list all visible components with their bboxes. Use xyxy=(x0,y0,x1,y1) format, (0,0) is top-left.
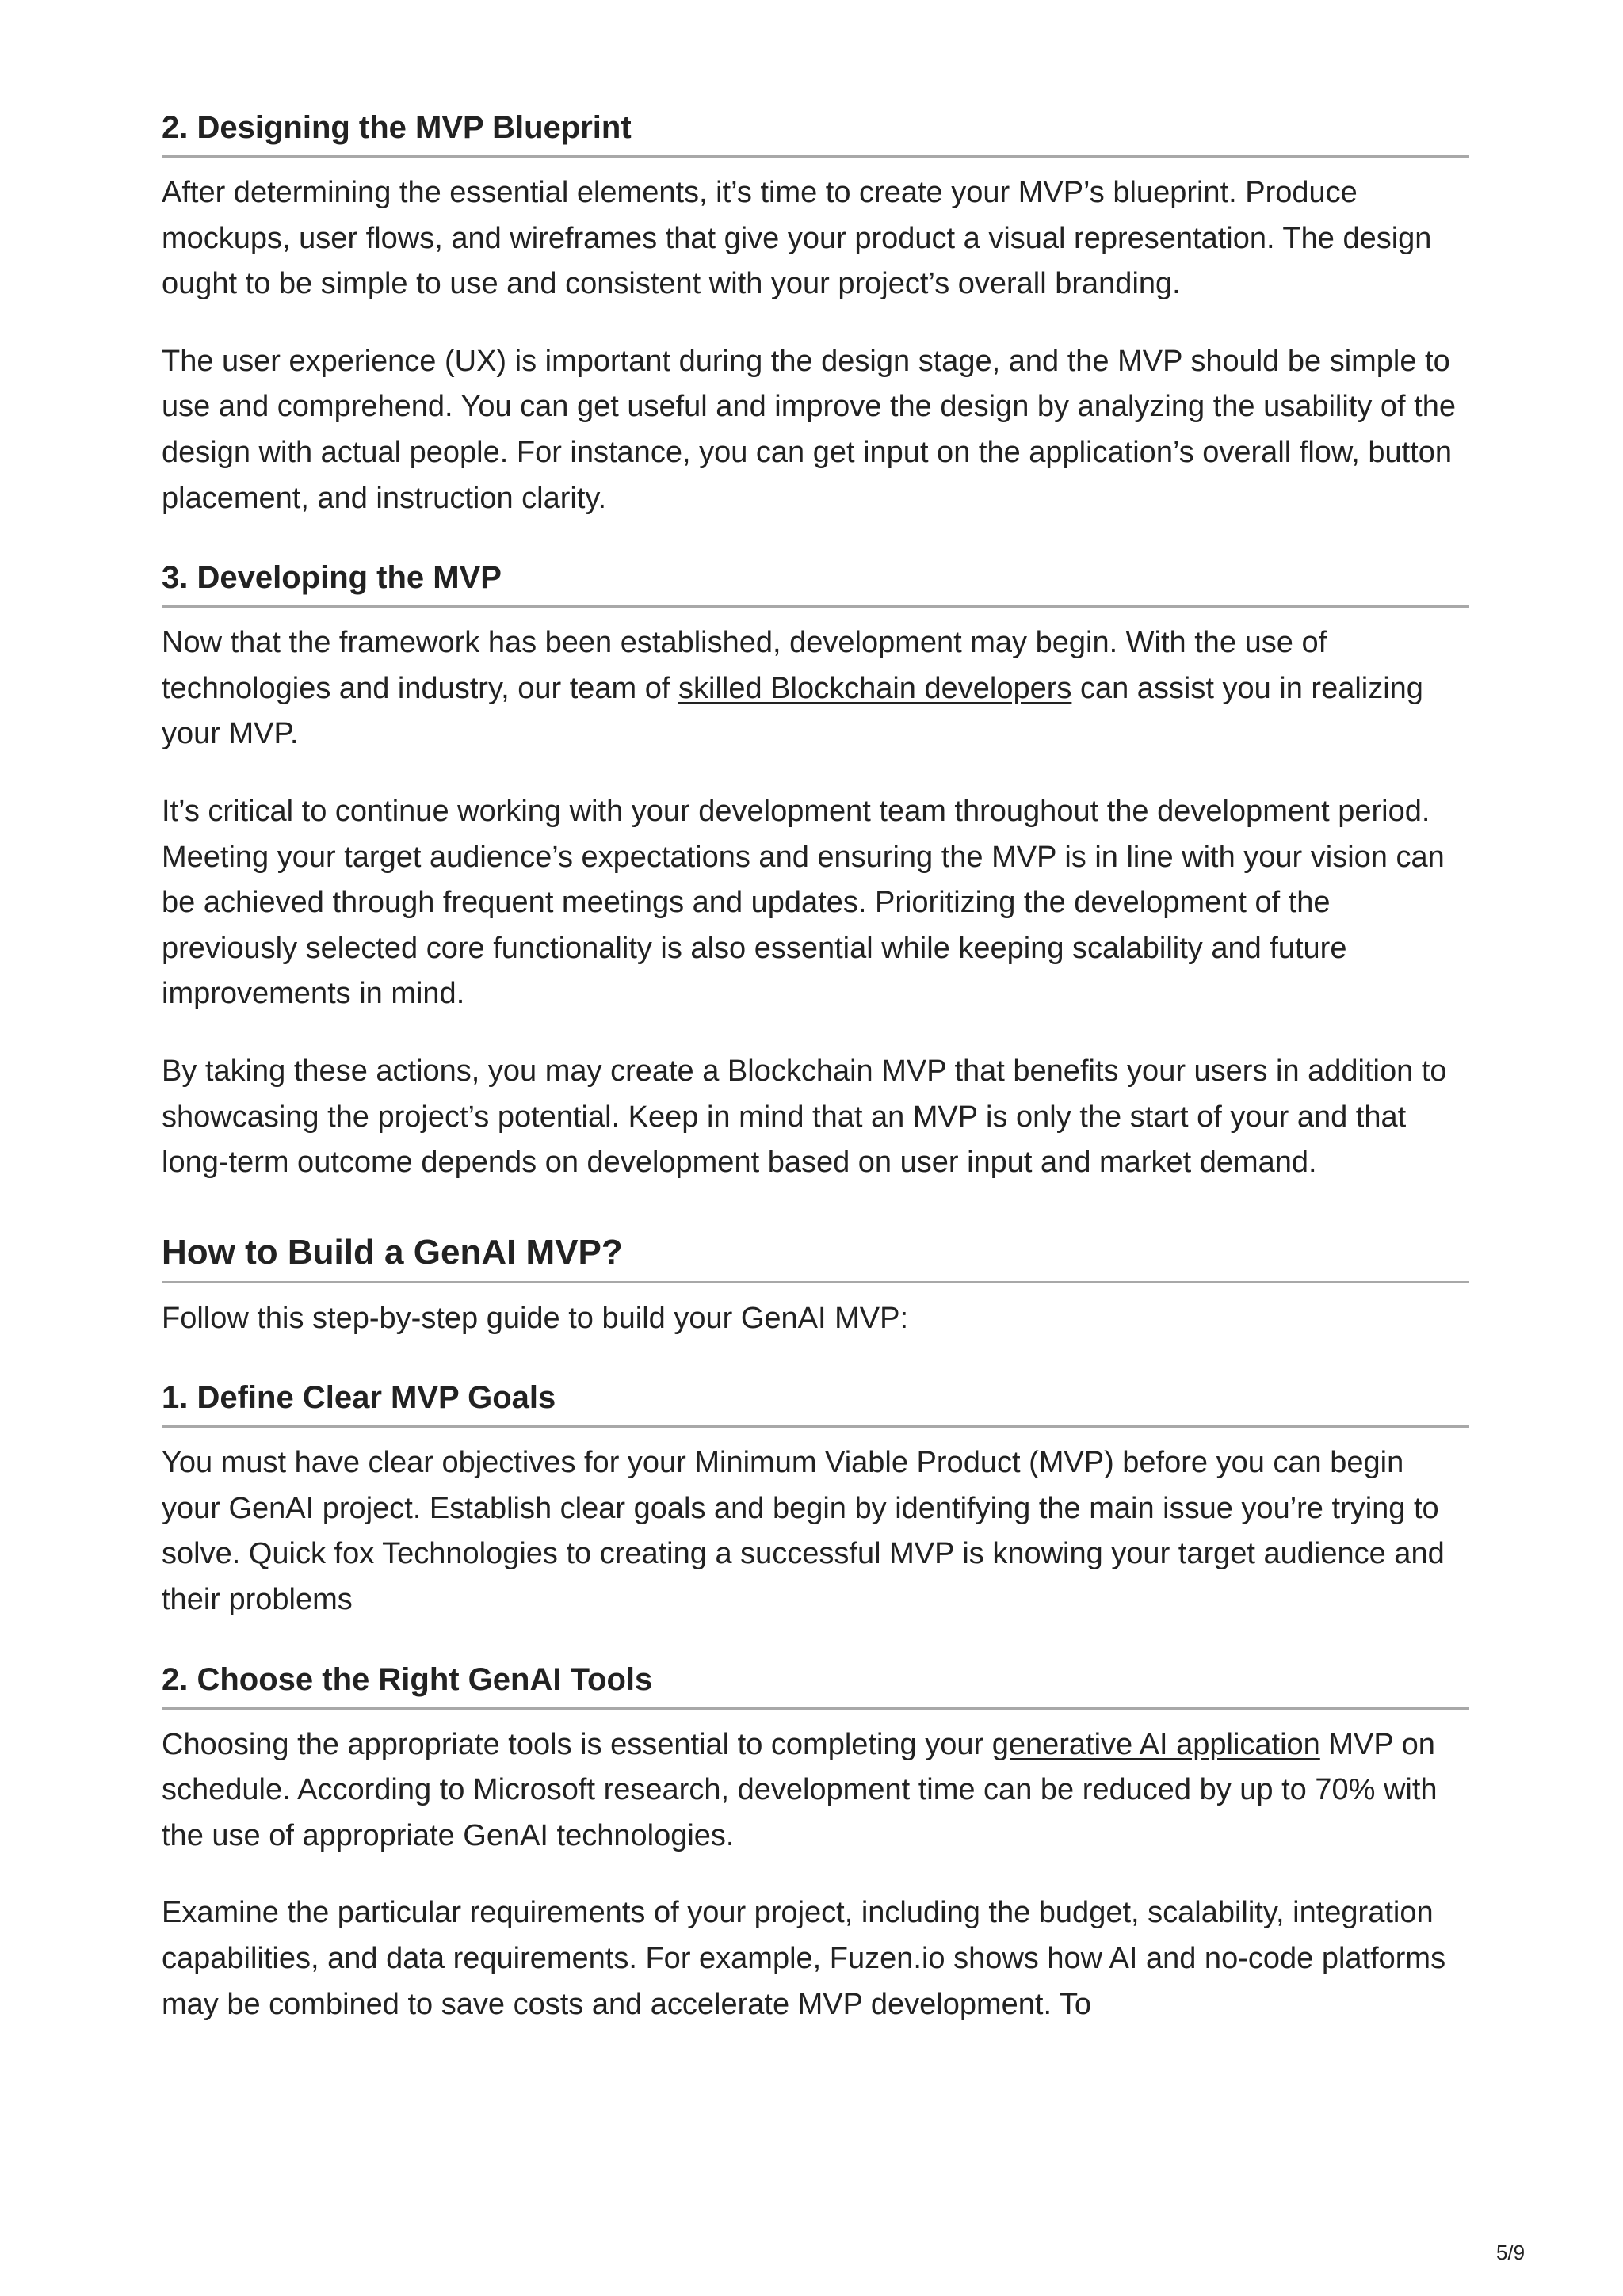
generative-ai-application-link[interactable]: generative AI application xyxy=(991,1727,1320,1761)
heading-developing-mvp: 3. Developing the MVP xyxy=(162,558,1469,608)
paragraph-tools-1 xyxy=(162,1722,1469,1859)
heading-choose-right-genai-tools: 2. Choose the Right GenAI Tools xyxy=(162,1660,1469,1710)
paragraph-tools-2: Examine the particular requirements of your project, including the budget, scalability, integration capabilities, and data requirements. For example, Fuzen.io shows how AI and no-code platforms may be combined to save costs and accelerate MVP development. To xyxy=(162,1896,1446,2021)
page-number: 5/9 xyxy=(1496,2241,1526,2264)
document-page xyxy=(162,108,1469,2027)
paragraph-tools-1-text: Choosing the appropriate tools is essential to completing your xyxy=(162,1727,992,1761)
paragraph-goals-1: You must have clear objectives for your Minimum Viable Product (MVP) before you can begin your GenAI project. Establish clear goals and begin by identifying the main issue you’re trying to solve. Quick fox Technologies to creating a successful MVP is knowing your target audience and their problems xyxy=(162,1446,1445,1617)
paragraph-developing-1 xyxy=(162,620,1469,757)
skilled-blockchain-developers-link[interactable]: skilled Blockchain developers xyxy=(678,671,1072,705)
paragraph-tools-1-text-after: MVP on schedule. According to Microsoft research, development time can be reduced by up to 70% with the use of appropriate GenAI technologies. xyxy=(162,1727,1438,1852)
paragraph-blueprint-1: After determining the essential elements, it’s time to create your MVP’s blueprint. Produce mockups, user flows, and wireframes that give your product a visual representation. The design ought to be simple to use and consistent with your project’s overall branding. xyxy=(162,176,1432,301)
paragraph-developing-3: By taking these actions, you may create a Blockchain MVP that benefits your users in addition to showcasing the project’s potential. Keep in mind that an MVP is only the start of your and that long-term outcome depends on development based on user input and market demand. xyxy=(162,1054,1447,1180)
paragraph-developing-2: It’s critical to continue working with your development team throughout the development period. Meeting your target audience’s expectations and ensuring the MVP is in line with your vision can be achieved through frequent meetings and updates. Prioritizing the development of the previously selected core functionality is also essential while keeping scalability and future improvements in mind. xyxy=(162,794,1445,1011)
heading-how-to-build-genai-mvp: How to Build a GenAI MVP? xyxy=(162,1230,1469,1283)
paragraph-developing-1-text: Now that the framework has been established, development may begin. With the use of technologies and industry, our team of xyxy=(162,626,1327,705)
paragraph-developing-1-text-after: can assist you in realizing your MVP. xyxy=(162,671,1423,751)
paragraph-genai-intro: Follow this step-by-step guide to build your GenAI MVP: xyxy=(162,1301,909,1335)
paragraph-blueprint-2: The user experience (UX) is important during the design stage, and the MVP should be simple to use and comprehend. You can get useful and improve the design by analyzing the usability of the design with actual people. For instance, you can get input on the application’s overall flow, button placement, and instruction clarity. xyxy=(162,344,1456,515)
heading-designing-blueprint: 2. Designing the MVP Blueprint xyxy=(162,108,1469,158)
heading-define-clear-mvp-goals: 1. Define Clear MVP Goals xyxy=(162,1378,1469,1428)
